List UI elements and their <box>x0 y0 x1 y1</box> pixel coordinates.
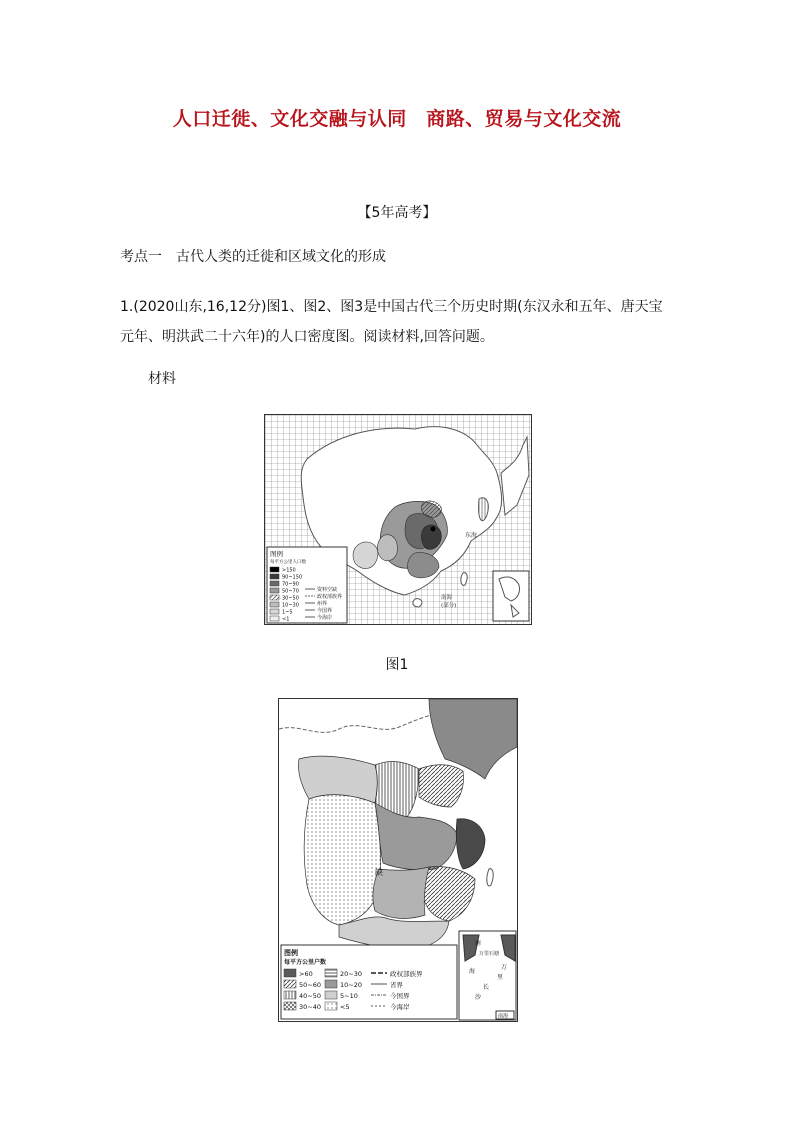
legend-label: 今国界 <box>390 992 410 1000</box>
missing-data-label: 缺 <box>375 868 383 877</box>
legend-swatch <box>325 969 337 977</box>
legend-label: 5~10 <box>340 992 358 1000</box>
legend-swatch <box>284 1002 296 1010</box>
svg-text:图例: 图例 <box>270 550 283 558</box>
legend-label: 70~90 <box>282 581 299 588</box>
figure-1-caption: 图1 <box>385 657 409 673</box>
question-text <box>120 292 680 352</box>
svg-text:沙: 沙 <box>475 994 482 1001</box>
population-density-map-2 <box>278 698 518 1022</box>
legend-swatch <box>270 581 279 586</box>
legend-label: 今海岸 <box>390 1003 410 1011</box>
svg-text:南海: 南海 <box>498 1013 509 1020</box>
legend-label: 资料空缺 <box>317 587 338 593</box>
legend-swatch <box>270 574 279 579</box>
legend-label: 90~150 <box>282 574 303 581</box>
svg-text:里: 里 <box>497 974 504 981</box>
legend-label: <5 <box>340 1003 350 1011</box>
legend-label: 20~30 <box>340 970 362 978</box>
legend-swatch <box>325 991 337 999</box>
legend-swatch <box>270 609 279 614</box>
svg-text:万: 万 <box>501 964 508 971</box>
topic-heading: 考点一 古代人类的迁徙和区域文化的形成 <box>120 249 386 265</box>
legend-label: >150 <box>282 567 296 574</box>
material-label: 材料 <box>148 371 176 387</box>
map-1-graphic <box>265 415 531 624</box>
svg-text:(部分): (部分) <box>441 603 457 609</box>
legend-swatch <box>284 991 296 999</box>
legend-swatch <box>270 567 279 572</box>
legend-label: 州界 <box>317 601 328 607</box>
legend-swatch <box>284 980 296 988</box>
svg-text:每平方公里户数: 每平方公里户数 <box>284 959 327 966</box>
legend-label: 1~5 <box>282 609 293 616</box>
legend-swatch <box>270 602 279 607</box>
svg-text:图例: 图例 <box>284 949 298 957</box>
legend-label: 50~60 <box>299 981 321 989</box>
legend-label: 30~40 <box>299 1003 321 1011</box>
svg-text:万里石塘: 万里石塘 <box>479 951 500 957</box>
question-line-2: 元年、明洪武二十六年)的人口密度图。阅读材料,回答问题。 <box>120 329 494 345</box>
svg-text:每平方公里人口数: 每平方公里人口数 <box>270 560 306 565</box>
page-title: 人口迁徙、文化交融与认同 商路、贸易与文化交流 <box>172 108 622 130</box>
legend-label: >60 <box>299 970 313 978</box>
legend-swatch <box>284 969 296 977</box>
population-density-map-1 <box>264 414 532 625</box>
map-2-graphic <box>279 699 517 1021</box>
legend-swatch <box>270 616 279 621</box>
legend-swatch <box>325 980 337 988</box>
svg-text:南: 南 <box>475 940 482 947</box>
legend-label: 政权部族界 <box>317 594 343 600</box>
section-subheading: 【5年高考】 <box>357 205 437 221</box>
legend-label: 50~70 <box>282 588 299 595</box>
question-line-1: 1.(2020山东,16,12分)图1、图2、图3是中国古代三个历史时期(东汉永和五年、唐天宝 <box>120 299 663 315</box>
legend-label: 今国界 <box>317 608 333 614</box>
east-sea-label: 东海 <box>465 532 478 539</box>
legend-swatch <box>325 1002 337 1010</box>
legend-swatch <box>270 588 279 593</box>
svg-text:海: 海 <box>469 968 476 975</box>
legend-label: 省界 <box>390 981 403 989</box>
legend-label: 40~50 <box>299 992 321 1000</box>
svg-text:长: 长 <box>483 984 490 991</box>
legend-label: <1 <box>282 616 290 623</box>
legend-swatch <box>270 595 279 600</box>
legend-label: 政权部族界 <box>390 970 423 978</box>
legend-label: 10~20 <box>340 981 362 989</box>
svg-text:南海: 南海 <box>441 595 453 601</box>
legend-label: 10~30 <box>282 602 299 609</box>
legend-label: 30~50 <box>282 595 299 602</box>
legend-label: 今海岸 <box>317 615 333 621</box>
